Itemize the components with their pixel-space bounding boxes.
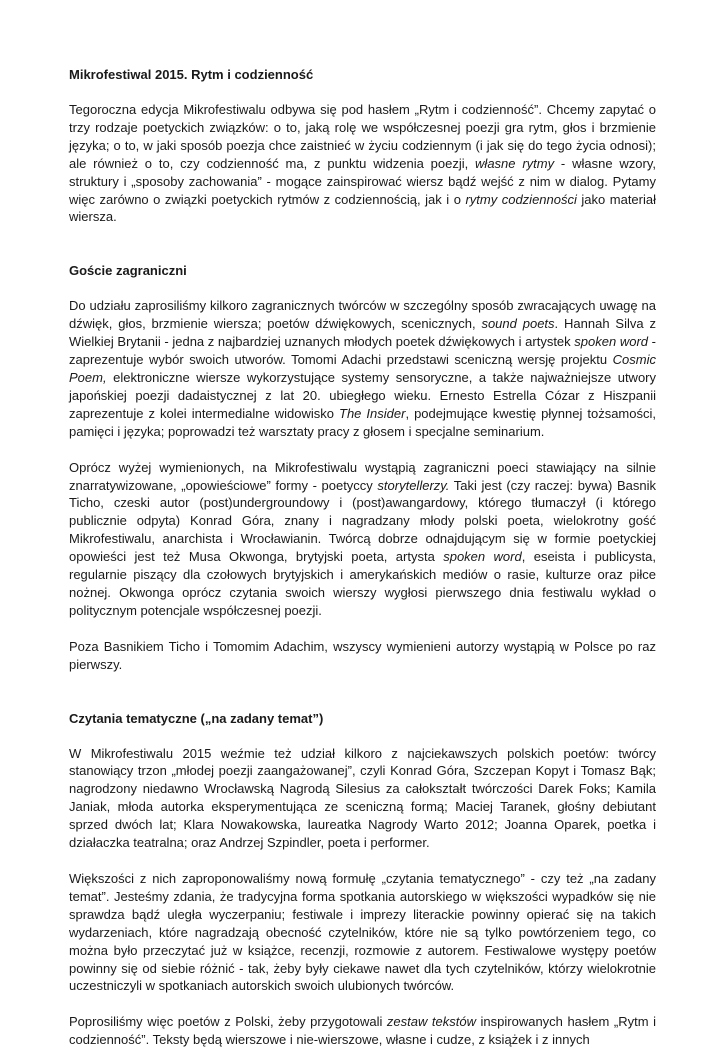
readings-paragraph-2: Większości z nich zaproponowaliśmy nową formułę „czytania tematycznego” - czy też „na zadany temat”. Jesteśmy zdania, że tradycyjna forma spotkania autorskiego w większości wypadków się nie sprawdza bądź uległa wyczerpaniu; festiwale i imprezy literackie powinny opierać się na takich wydarzeniach, które nagradzają obecność czytelników, które nie są tylko powtórzeniem tego, co można było przeczytać już w książce, recenzji, rozmowie z autorem. Festiwalowe występy poetów powinny się od siebie różnić - tak, żeby były ciekawe nawet dla tych czytelników, którzy wielokrotnie uczestniczyli w spotkaniach autorskich swoich ulubionych twórców. [69,871,656,994]
guests-paragraph-1: Do udziału zaprosiliśmy kilkoro zagranicznych twórców w szczególny sposób zwracających uwagę na dźwięk, głos, brzmienie wiersza; poetów dźwiękowych, scenicznych, sound poets. Hannah Silva z Wielkiej Brytanii - jedna z najbardziej uznanych młodych poetek dźwiękowych i artystek spoken word - zaprezentuje wybór swoich utworów. Tomomi Adachi przedstawi sceniczną wersję projektu Cosmic Poem, elektroniczne wiersze wykorzystujące systemy sensoryczne, a także najważniejsze utwory japońskiej poezji dadaistycznej z lat 20. ubiegłego wieku. Ernesto Estrella Cózar z Hiszpanii zaprezentuje z kolei intermedialne widowisko The Insider, podejmujące kwestię płynnej tożsamości, pamięci i języka; poprowadzi też warsztaty pracy z głosem i specjalne seminarium. [69,298,656,439]
guests-paragraph-3: Poza Basnikiem Ticho i Tomomim Adachim, wszyscy wymienieni autorzy wystąpią w Polsce po raz pierwszy. [69,638,656,672]
italic-phrase: spoken word [574,334,649,350]
italic-phrase: storytellerzy. [377,477,450,493]
italic-phrase: rytmy codzienności [465,191,577,207]
italic-phrase: spoken word [443,549,522,565]
section-heading-readings: Czytania tematyczne („na zadany temat”) [69,710,324,726]
document-title: Mikrofestiwal 2015. Rytm i codzienność [69,67,314,82]
guests-paragraph-2: Oprócz wyżej wymienionych, na Mikrofestiwalu wystąpią zagraniczni poeci stawiający na silnie znarratywizowane, „opowieściowe” formy - poetyccy storytellerzy. Taki jest (czy raczej: bywa) Basnik Ticho, czeski autor (post)undergroundowy i (post)awangardowy, którego tłumaczył (i którego publicznie odpyta) Konrad Góra, znany i nagradzany młody polski poeta, wielokrotny gość Mikrofestiwalu, anarchista i Wrocławianin. Twórcą dobrze odnajdującym się w formie poetyckiej opowieści jest też Musa Okwonga, brytyjski poeta, artysta spoken word, eseista i publicysta, regularnie piszący dla czołowych brytyjskich i amerykańskich mediów o rasie, kulturze oraz piłce nożnej. Okwonga oprócz czytania swoich wierszy wygłosi pierwszego dnia festiwalu wykład o politycznym potencjale współczesnej poezji. [69,459,657,618]
italic-phrase: sound poets [481,316,555,332]
intro-paragraph: Tegoroczna edycja Mikrofestiwalu odbywa się pod hasłem „Rytm i codzienność”. Chcemy zapytać o trzy rodzaje poetyckich związków: o to, jaką rolę we współczesnej poezji gra rytm, głos i brzmienie języka; o to, w jaki sposób poezja chce zaistnieć w życiu codziennym (i jak się do tego życia odnosi); ale również o to, czy codzienność ma, z punktu widzenia poezji, własne rytmy - własne wzory, struktury i „sposoby zachowania” - mogące zainspirować wiersz bądź wejść z nim w dialog. Pytamy więc zarówno o związki poetyckich rytmów z codziennością, jak i o rytmy codzienności jako materiał wiersza. [69,102,656,225]
section-heading-guests: Goście zagraniczni [69,263,187,279]
readings-paragraph-3: Poprosiliśmy więc poetów z Polski, żeby przygotowali zestaw tekstów inspirowanych hasłem „Rytm i codzienność”. Teksty będą wierszowe i nie-wierszowe, własne i cudze, z książek i z innych [69,1014,656,1048]
italic-phrase: własne rytmy [475,155,555,171]
italic-phrase: zestaw tekstów [386,1014,476,1030]
italic-phrase: The Insider [339,405,406,421]
italic-phrase: Cosmic Poem, [69,352,656,385]
readings-paragraph-1: W Mikrofestiwalu 2015 weźmie też udział kilkoro z najciekawszych polskich poetów: twórcy stanowiący trzon „młodej poezji zaangażowanej”, czyli Konrad Góra, Szczepan Kopyt i Tomasz Bąk; nagrodzony niedawno Wrocławską Nagrodą Silesius za całokształt twórczości Darek Foks; Kamila Janiak, młoda autorka eksperymentująca ze sceniczną formą; Maciej Taranek, głośny debiutant sprzed dwóch lat; Klara Nowakowska, laureatka Nagrody Warto 2012; Joanna Oparek, poetka i działaczka teatralna; oraz Andrzej Szpindler, poeta i performer. [69,745,656,851]
